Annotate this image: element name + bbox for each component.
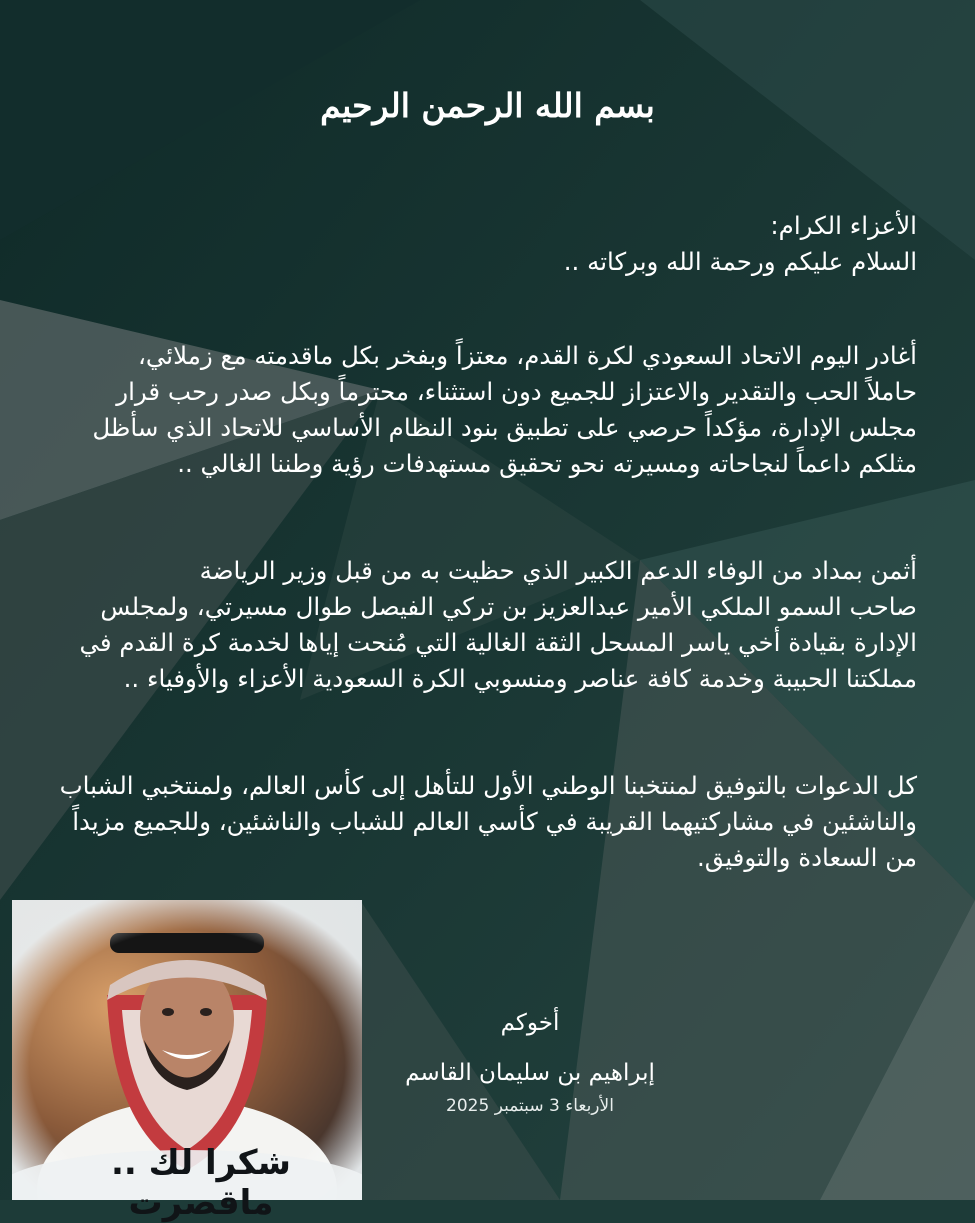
paragraph-line: مثلكم داعماً لنجاحاته ومسيرته نحو تحقيق مستهدفات رؤية وطننا الغالي ..: [177, 449, 917, 478]
basmala-heading: بسم الله الرحمن الرحيم: [320, 86, 655, 125]
salutation: الأعزاء الكرام:: [770, 211, 917, 240]
paragraph-line: حاملاً الحب والتقدير والاعتزاز للجميع دون استثناء، محترماً وبكل صدر رحب قرار: [116, 377, 917, 406]
greeting: السلام عليكم ورحمة الله وبركاته ..: [563, 247, 917, 276]
paragraph-line: الإدارة بقيادة أخي ياسر المسحل الثقة الغالية التي مُنحت إياها لخدمة كرة القدم في: [79, 628, 917, 657]
paragraph-line: مجلس الإدارة، مؤكداً حرصي على تطبيق بنود النظام الأساسي للاتحاد الذي سأظل: [92, 413, 917, 442]
photo-caption: شكرا لك .. ماقصرت: [111, 1143, 291, 1223]
paragraph-2: [57, 553, 917, 697]
paragraph-line: كل الدعوات بالتوفيق لمنتخبنا الوطني الأول للتأهل إلى كأس العالم، ولمنتخبي الشباب: [59, 771, 917, 800]
signature-closing: أخوكم: [500, 1010, 560, 1036]
paragraph-line: من السعادة والتوفيق.: [697, 843, 917, 872]
paragraph-line: صاحب السمو الملكي الأمير عبدالعزيز بن تركي الفيصل طوال مسيرتي، ولمجلس: [100, 592, 917, 621]
paragraph-1: [57, 338, 917, 482]
paragraph-3: [57, 768, 917, 876]
signature-name: إبراهيم بن سليمان القاسم: [405, 1060, 655, 1086]
paragraph-line: مملكتنا الحبيبة وخدمة كافة عناصر ومنسوبي الكرة السعودية الأعزاء والأوفياء ..: [123, 664, 917, 693]
letter-greeting-block: [57, 208, 917, 280]
paragraph-line: أثمن بمداد من الوفاء الدعم الكبير الذي حظيت به من قبل وزير الرياضة: [199, 556, 917, 585]
paragraph-line: والناشئين في مشاركتيهما القريبة في كأسي العالم للشباب والناشئين، وللجميع مزيداً: [72, 807, 917, 836]
signature-date: الأربعاء 3 سبتمبر 2025: [446, 1096, 614, 1116]
paragraph-line: أغادر اليوم الاتحاد السعودي لكرة القدم، معتزاً وبفخر بكل ماقدمته مع زملائي،: [137, 341, 917, 370]
